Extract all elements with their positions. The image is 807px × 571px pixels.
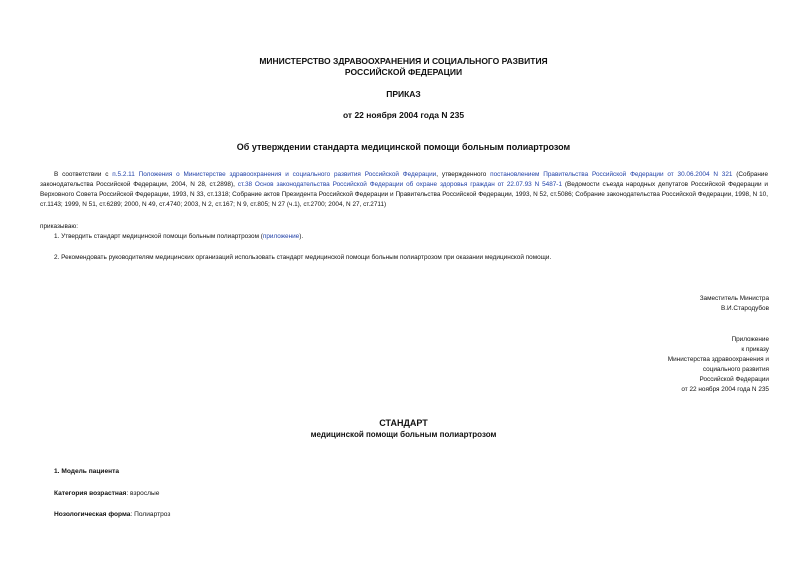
nosological-form-value: : Полиартроз (130, 511, 171, 518)
ministry-line-2: РОССИЙСКОЙ ФЕДЕРАЦИИ (344, 67, 463, 77)
order-item-1-text: 1. Утвердить стандарт медицинской помощи больным полиартрозом ( (54, 233, 263, 240)
age-category-label: Категория возрастная (54, 490, 127, 497)
preamble-paragraph (40, 170, 768, 210)
link-appendix[interactable]: приложение (262, 233, 300, 240)
date-number: от 22 ноября 2004 года N 235 (342, 110, 465, 120)
doc-type: ПРИКАЗ (386, 89, 421, 99)
appendix-line-6: от 22 ноября 2004 года N 235 (681, 386, 769, 393)
link-health-law[interactable]: ст.38 Основ законодательства Российской Федерации об охране здоровья граждан от 22.07.93 N 5487-1 (237, 181, 562, 188)
order-item-1-end: ). (299, 233, 304, 240)
preamble-text-3: (Собрание законодательства Российской Федерации, 2004, N 28, ст.2898), (40, 171, 768, 188)
age-category-value: : взрослые (126, 490, 160, 497)
signature-name: В.И.Стародубов (720, 305, 769, 312)
order-word: приказываю: (40, 223, 78, 230)
link-government-decree[interactable]: постановлением Правительства Российской Федерации от 30.06.2004 N 321 (490, 171, 733, 178)
ministry-heading (0, 56, 807, 78)
signature-block (700, 294, 769, 314)
nosological-form (54, 510, 170, 520)
ministry-line-1: МИНИСТЕРСТВО ЗДРАВООХРАНЕНИЯ И СОЦИАЛЬНОГО РАЗВИТИЯ (259, 56, 548, 66)
standard-heading: СТАНДАРТ (379, 418, 428, 428)
appendix-line-5: Российской Федерации (699, 376, 769, 383)
preamble-text-4: (Ведомости съезда народных депутатов Российской Федерации и Верховного Совета Российской Федерации, 1993, N 33, ст.1318; Собрание актов Президента Российской Федерации и Правительства Российской Федерации, 1993, N 52, ст.5086; Собрание законодательства Российской Федерации, 1998, N 10, ст.1143; 1999, N 51, ст.6289; 2000, N 49, ст.4740; 2003, N 2, ст.167; N 9, ст.805; N 27 (ч.1), ст.2700; 2004, N 27, ст.2711) (40, 181, 769, 208)
age-category (54, 489, 159, 499)
signature-position: Заместитель Министра (699, 295, 769, 302)
page-title: Об утверждении стандарта медицинской помощи больным полиартрозом (236, 142, 571, 152)
appendix-block (668, 335, 769, 395)
preamble-text-2: , утвержденного (436, 171, 491, 178)
preamble-text-1: В соответствии с (54, 171, 113, 178)
order-item-2: 2. Рекомендовать руководителям медицинских организаций использовать стандарт медицинской помощи больным полиартрозом при оказании медицинской помощи. (54, 254, 552, 261)
order-item-1 (54, 232, 303, 242)
standard-subheading: медицинской помощи больным полиартрозом (310, 430, 497, 439)
nosological-form-label: Нозологическая форма (54, 511, 131, 518)
link-regulation[interactable]: п.5.2.11 Положения о Министерстве здравоохранения и социального развития Российской Федерации (112, 171, 437, 178)
section-patient-model: 1. Модель пациента (54, 468, 119, 475)
appendix-line-4: социального развития (702, 366, 769, 373)
appendix-line-1: Приложение (731, 336, 769, 343)
appendix-line-3: Министерства здравоохранения и (667, 356, 769, 363)
appendix-line-2: к приказу (741, 346, 769, 353)
